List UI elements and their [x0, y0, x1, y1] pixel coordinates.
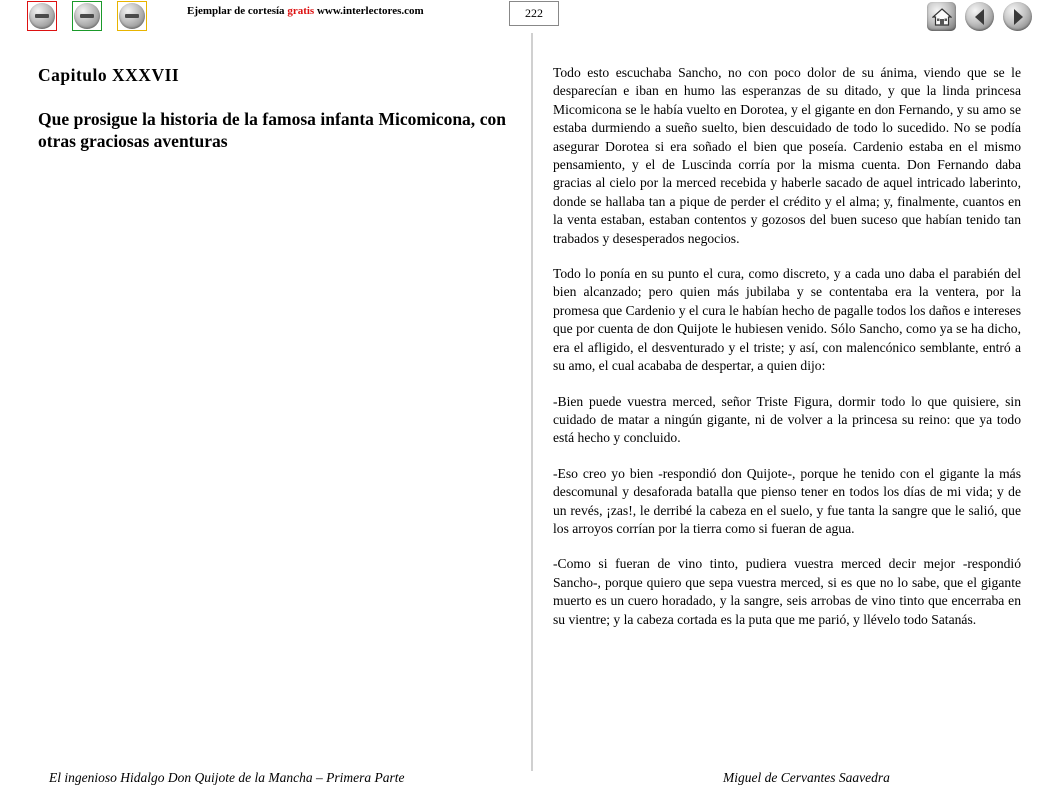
minus-icon [74, 3, 100, 29]
chapter-heading [38, 64, 506, 152]
arrow-left-icon[interactable] [965, 2, 994, 31]
courtesy-gratis: gratis [287, 5, 315, 17]
yellow-minus-button[interactable] [117, 1, 147, 31]
paragraph: -Bien puede vuestra merced, señor Triste Figura, dormir todo lo que quisiere, sin cuidado de matar a ningún gigante, ni de volver a la princesa su reino: que ya todo está hecho y concluido. [553, 393, 1021, 446]
courtesy-notice [187, 5, 424, 17]
footer-book-title: El ingenioso Hidalgo Don Quijote de la Mancha – Primera Parte [49, 770, 405, 785]
paragraph: -Eso creo yo bien -respondió don Quijote-, porque he tenido con el gigante la más descomunal y desaforada batalla que pienso tener en todos los días de mi vida; y de un revés, ¡zas!, le derribé la cabeza en el suelo, y fue tanta la sangre que le salió, que los arroyos corrían por la tierra como si fueran de agua. [553, 465, 1021, 536]
arrow-right-icon[interactable] [1003, 2, 1032, 31]
column-divider [531, 33, 533, 771]
chapter-text [553, 64, 1021, 646]
courtesy-url[interactable]: www.interlectores.com [316, 5, 424, 17]
red-minus-button[interactable] [27, 1, 57, 31]
top-toolbar [0, 0, 1058, 36]
paragraph: Todo lo ponía en su punto el cura, como discreto, y a cada uno daba el parabién del bien alcanzado; pero quien más jubilaba y se contentaba era la ventera, por la promesa que Cardenio y el cura le habían hecho de pagalle todos los daños e intereses que por cuenta de don Quijote le hubiesen venido. Sólo Sancho, como ya se ha dicho, era el afligido, el desventurado y el triste; y así, con malencónico semblante, entró a su amo, el cual acababa de despertar, a quien dijo: [553, 266, 1021, 374]
home-icon[interactable] [927, 2, 956, 31]
chapter-subtitle: Que prosigue la historia de la famosa infanta Micomicona, con otras graciosas aventuras [38, 109, 506, 151]
footer-author: Miguel de Cervantes Saavedra [723, 770, 890, 785]
paragraph: Todo esto escuchaba Sancho, no con poco dolor de su ánima, viendo que se le desparecían e iban en humo las esperanzas de su ditado, y que la linda princesa Micomicona se le había vuelto en Dorotea, y el gigante en don Fernando, y su amo se estaba durmiendo a sueño suelto, bien descuidado de todo lo sucedido. No se podía asegurar Dorotea si era soñado el bien que poseía. Cardenio estaba en el mismo pensamiento, y el de Luscinda corría por la misma cuenta. Don Fernando daba gracias al cielo por la merced recebida y haberle sacado de aquel intricado laberinto, donde se hallaba tan a pique de perder el crédito y el alma; y, finalmente, cuantos en la venta estaban, estaban contentos y gozosos del buen suceso que habían tenido tan trabados y desesperados negocios. [553, 65, 1021, 246]
minus-icon [29, 3, 55, 29]
paragraph: -Como si fueran de vino tinto, pudiera vuestra merced decir mejor -respondió Sancho-, porque quiero que sepa vuestra merced, si es que no lo sabe, que el gigante muerto es un cuero horadado, y la sangre, seis arrobas de vino tinto que encerraba en su vientre; y la cabeza cortada es la puta que me parió, y llévelo todo Satanás. [553, 556, 1021, 627]
courtesy-prefix: Ejemplar de cortesía [187, 5, 285, 17]
green-minus-button[interactable] [72, 1, 102, 31]
page-number: 222 [509, 1, 559, 26]
minus-icon [119, 3, 145, 29]
chapter-title: Capitulo XXXVII [38, 65, 180, 85]
